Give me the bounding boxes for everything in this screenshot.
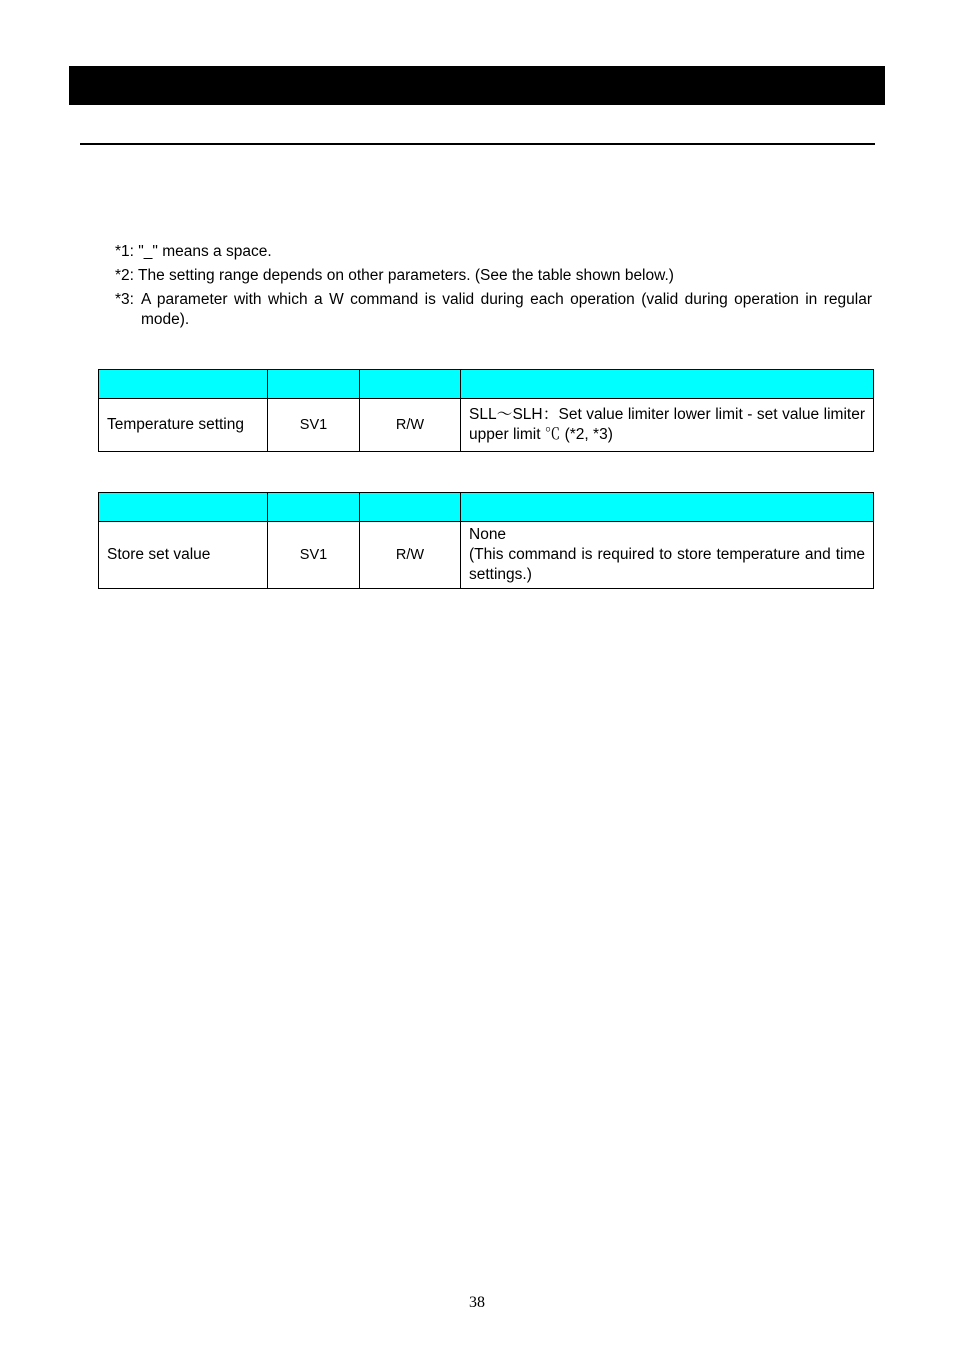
parameter-name: Store set value	[99, 522, 268, 589]
note-3	[115, 290, 872, 330]
table-header-row	[99, 370, 874, 399]
range-line: None	[469, 526, 507, 543]
horizontal-rule	[80, 143, 875, 145]
section-header-bar	[69, 66, 885, 105]
table-row	[99, 399, 874, 452]
header-cell	[360, 370, 461, 399]
parameter-range	[461, 522, 874, 589]
table-header-row	[99, 493, 874, 522]
header-cell	[461, 493, 874, 522]
note-2	[115, 266, 872, 286]
note-text: *2: The setting range depends on other parameters. (See the table shown below.)	[115, 267, 674, 284]
note-text: A parameter with which a W command is valid during each operation (valid during operation in regular mode).	[141, 291, 872, 328]
parameter-range: SLL～SLH：Set value limiter lower limit - set value limiter upper limit ℃ (*2, *3)	[461, 399, 874, 452]
parameter-name: Temperature setting	[99, 399, 268, 452]
header-cell	[461, 370, 874, 399]
note-mark: *3:	[115, 291, 134, 308]
header-cell	[99, 370, 268, 399]
page-number: 38	[469, 1294, 485, 1311]
parameter-access: R/W	[360, 522, 461, 589]
note-1	[115, 242, 872, 262]
store-set-value-table	[98, 492, 874, 589]
header-cell	[268, 493, 360, 522]
parameter-code: SV1	[268, 399, 360, 452]
temperature-setting-table	[98, 369, 874, 452]
header-cell	[268, 370, 360, 399]
parameter-code: SV1	[268, 522, 360, 589]
notes-list	[115, 242, 872, 334]
table-row	[99, 522, 874, 589]
note-text: *1: "_" means a space.	[115, 243, 272, 260]
header-cell	[99, 493, 268, 522]
header-cell	[360, 493, 461, 522]
parameter-access: R/W	[360, 399, 461, 452]
range-line: (This command is required to store temperature and time settings.)	[469, 546, 865, 583]
